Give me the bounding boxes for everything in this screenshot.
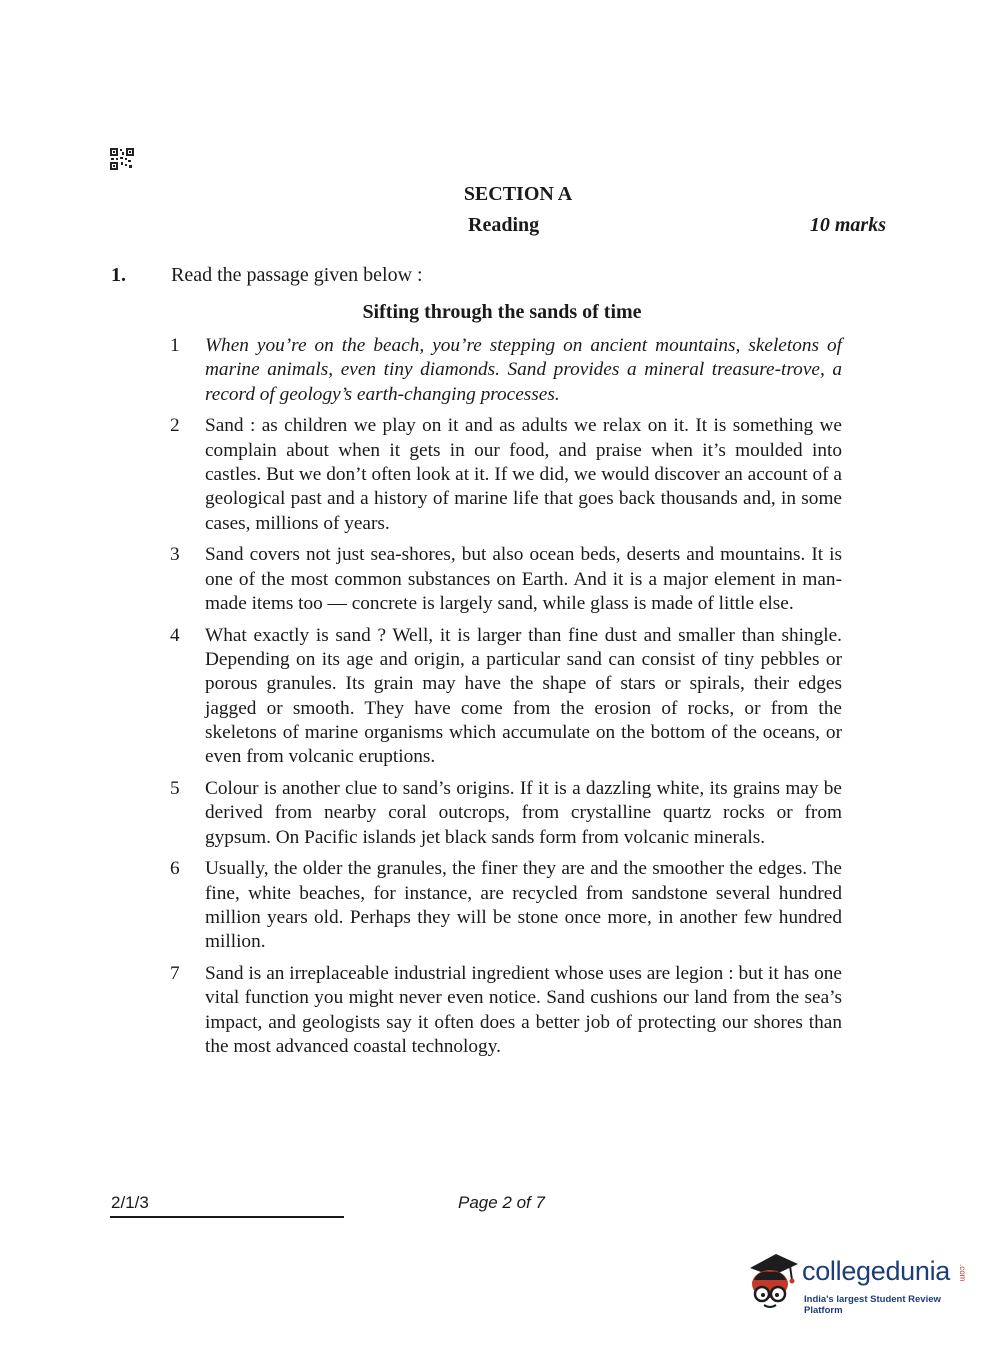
paragraph-number: 1 — [170, 335, 180, 356]
paragraph-number: 4 — [170, 624, 180, 646]
paragraph-text: When you’re on the beach, you’re stepping on ancient mountains, skeletons of marine animals, even tiny diamonds. Sand provides a mineral treasure-trove, a record of geology’s earth-changing processes. — [205, 335, 842, 405]
paragraph — [170, 962, 842, 1059]
brand-name: collegedunia — [802, 1256, 951, 1286]
mascot-icon — [742, 1250, 802, 1312]
page-number: Page 2 of 7 — [458, 1193, 545, 1212]
question-number: 1. — [111, 264, 126, 286]
paragraph — [170, 857, 842, 954]
paper-code: 2/1/3 — [111, 1193, 149, 1212]
marks-label: 10 marks — [809, 214, 886, 236]
paragraph — [170, 414, 842, 535]
paragraph — [170, 543, 842, 616]
paragraph-number: 3 — [170, 544, 180, 566]
paragraph-text: Usually, the older the granules, the finer they are and the smoother the edges. The fine, white beaches, for instance, are recycled from sandstone several hundred million years old. Perhaps they will be stone once more, in another few hundred million. — [205, 858, 842, 953]
subsection-heading: Reading — [468, 214, 540, 236]
paragraph-text: What exactly is sand ? Well, it is larger than fine dust and smaller than shingle. Depending on its age and origin, a particular sand can consist of tiny pebbles or porous granules. Its grain may have the shape of stars or spirals, their edges jagged or smooth. They have come from the erosion of rocks, or from the skeletons of marine organisms which accumulate on the bottom of the oceans, or even from volcanic eruptions. — [205, 624, 842, 768]
paragraph — [170, 624, 842, 770]
watermark-logo — [742, 1250, 972, 1320]
paragraph — [170, 777, 842, 850]
paragraph-number: 6 — [170, 858, 180, 880]
paragraph-number: 5 — [170, 778, 180, 800]
section-heading: SECTION A — [463, 183, 573, 205]
paragraph-text: Sand is an irreplaceable industrial ingredient whose uses are legion : but it has one vital function you might never even notice. Sand cushions our land from the sea’s impact, and geologists say it often does a better job of protecting our shores than the most advanced coastal technology. — [205, 963, 842, 1058]
footer-underline — [110, 1216, 344, 1218]
passage-body — [170, 334, 842, 1067]
paragraph-text: Sand : as children we play on it and as adults we relax on it. It is something we complain about when it gets in our food, and praise when it’s moulded into castles. But we don’t often look at it. If we did, we would discover an account of a geological past and a history of marine life that goes back thousands and, in some cases, millions of years. — [205, 415, 842, 534]
paragraph-text: Sand covers not just sea-shores, but also ocean beds, deserts and mountains. It is one of the most common substances on Earth. And it is a major element in man-made items too — concrete is largely sand, while glass is made of little else. — [205, 544, 842, 614]
paragraph-number: 7 — [170, 963, 180, 985]
paragraph-text: Colour is another clue to sand’s origins. If it is a dazzling white, its grains may be derived from nearby coral outcrops, from crystalline quartz rocks or from gypsum. On Pacific islands jet black sands form from volcanic minerals. — [205, 778, 842, 848]
paragraph-number: 2 — [170, 415, 180, 437]
passage-title: Sifting through the sands of time — [362, 301, 642, 323]
question-instruction: Read the passage given below : — [171, 264, 423, 286]
brand-domain: .com — [958, 1264, 967, 1282]
paragraph — [170, 334, 842, 407]
qr-code-icon — [110, 148, 134, 170]
brand-tagline: India's largest Student Review Platform — [804, 1294, 941, 1316]
